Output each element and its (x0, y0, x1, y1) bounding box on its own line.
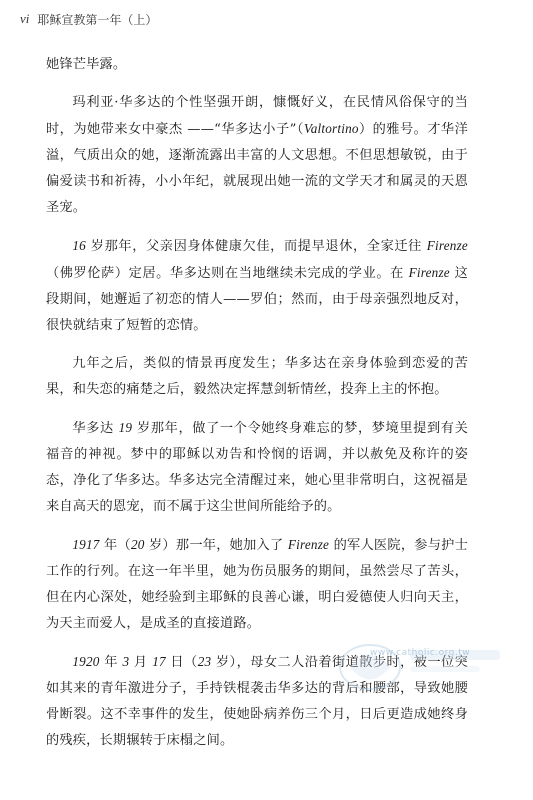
paragraph (46, 52, 468, 78)
italic-run: Valtortino (303, 121, 359, 136)
italic-run: 17 (152, 654, 166, 669)
text-run: 年（ (99, 538, 131, 553)
running-header (20, 8, 157, 30)
italic-run: 16 (72, 238, 86, 253)
text-run: 岁），母女二人沿着街道散步时，被一位突如其来的青年激进分子，手持铁棍袭击华多达的背后和腰部，导致她腰骨断裂。这不幸事件的发生，使她卧病养伤三个月，日后更造成她终身的残疾，长期辗转于床榻之间。 (46, 655, 469, 748)
paragraph (46, 233, 468, 339)
text-run: 月 (129, 655, 153, 670)
text-run: 华多达 (72, 421, 119, 436)
italic-run: Firenze (287, 537, 330, 552)
italic-run: 1920 (72, 654, 100, 669)
text-run: 这段期间，她邂逅了初恋的情人——罗伯；然而，由于母亲强烈地反对，很快就结束了短暂的恋情。 (46, 266, 469, 333)
text-run: 日（ (165, 655, 198, 670)
paragraph (46, 532, 468, 637)
text-run: 岁那年，做了一个令她终身难忘的梦，梦境里提到有关福音的神视。梦中的耶稣以劝告和怜悯的语调，并以赦免及称许的姿态，净化了华多达。华多达完全清醒过来，她心里非常明白，这祝福是来自高天的恩宠，而不属于这尘世间所能给予的。 (46, 421, 468, 514)
paragraph (46, 351, 468, 403)
text-run: 岁那年，父亲因身体健康欠佳，而提早退休，全家迁往 (85, 239, 427, 254)
watermark-text: www.catholic.org.tw (370, 648, 471, 658)
italic-run: Firenze (408, 265, 450, 280)
paragraph (46, 415, 468, 520)
text-run: 玛利亚·华多达的个性坚强开朗，慷慨好义，在民情风俗保守的当时，为她带来女中豪杰 ——“华多达小子”（ (46, 95, 468, 137)
italic-run: 3 (122, 654, 130, 669)
paragraph (46, 90, 468, 221)
italic-run: 23 (197, 654, 212, 669)
text-run: ）的雅号。才华洋溢，气质出众的她，逐渐流露出丰富的人文思想。不但思想敏锐，由于偏爱读书和祈祷，小小年纪，就展现出她一流的文学天才和属灵的天恩圣宠。 (46, 122, 468, 215)
italic-run: Firenze (426, 238, 468, 253)
italic-run: 1917 (72, 537, 100, 552)
italic-run: 20 (130, 537, 145, 552)
text-run: 岁）那一年，她加入了 (144, 538, 288, 553)
running-title: 耶稣宣教第一年（上） (37, 12, 158, 27)
italic-run: 19 (118, 420, 133, 435)
body-text (46, 52, 471, 766)
text-run: 她锋芒毕露。 (46, 57, 127, 72)
paragraph (46, 648, 471, 754)
page-number: vi (20, 11, 30, 26)
text-run: 的军人医院，参与护士工作的行列。在这一年半里，她为伤员服务的期间，虽然尝尽了苦头，但在内心深处，她经验到主耶稣的良善心谦，明白爱德使人归向天主，为天主而爱人，是成圣的直接道路。 (46, 538, 468, 631)
text-run: 年 (99, 655, 123, 670)
text-run: 九年之后，类似的情景再度发生；华多达在亲身体验到恋爱的苦果，和失恋的痛楚之后，毅然决定挥慧剑斩情丝，投奔上主的怀抱。 (46, 356, 468, 397)
text-run: （佛罗伦萨）定居。华多达则在当地继续未完成的学业。在 (46, 266, 409, 281)
